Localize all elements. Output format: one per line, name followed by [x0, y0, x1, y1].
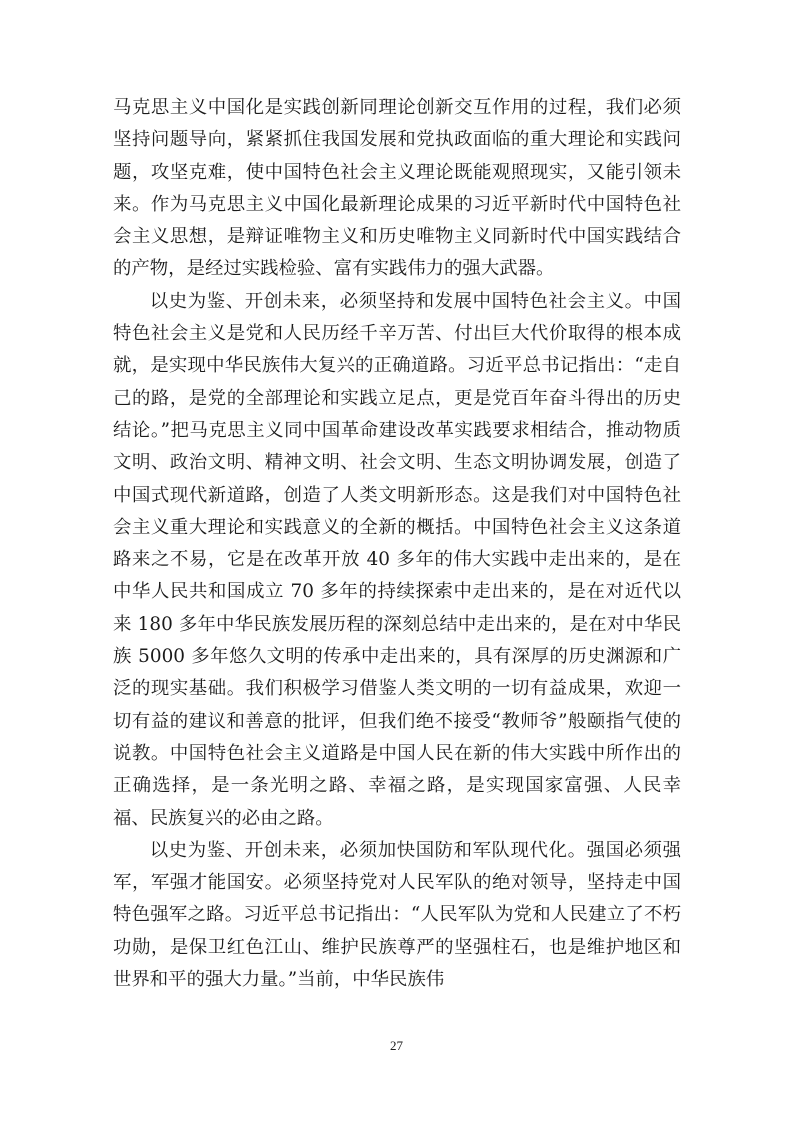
body-text	[113, 92, 681, 996]
paragraph-1: 马克思主义中国化是实践创新同理论创新交互作用的过程，我们必须坚持问题导向，紧紧抓住我国发展和党执政面临的重大理论和实践问题，攻坚克难，使中国特色社会主义理论既能观照现实，又能引领未来。作为马克思主义中国化最新理论成果的习近平新时代中国特色社会主义思想，是辩证唯物主义和历史唯物主义同新时代中国实践结合的产物，是经过实践检验、富有实践伟力的强大武器。	[113, 97, 681, 280]
paragraph-3: 以史为鉴、开创未来，必须加快国防和军队现代化。强国必须强军，军强才能国安。必须坚持党对人民军队的绝对领导，坚持走中国特色强军之路。习近平总书记指出：“人民军队为党和人民建立了不朽功勋，是保卫红色江山、维护民族尊严的坚强柱石，也是维护地区和世界和平的强大力量。”当前，中华民族伟	[113, 839, 681, 991]
page-number: 27	[390, 1038, 403, 1053]
paragraph-2: 以史为鉴、开创未来，必须坚持和发展中国特色社会主义。中国特色社会主义是党和人民历经千辛万苦、付出巨大代价取得的根本成就，是实现中华民族伟大复兴的正确道路。习近平总书记指出：“走自己的路，是党的全部理论和实践立足点，更是党百年奋斗得出的历史结论。”把马克思主义同中国革命建设改革实践要求相结合，推动物质文明、政治文明、精神文明、社会文明、生态文明协调发展，创造了中国式现代新道路，创造了人类文明新形态。这是我们对中国特色社会主义重大理论和实践意义的全新的概括。中国特色社会主义这条道路来之不易，它是在改革开放 40 多年的伟大实践中走出来的，是在中华人民共和国成立 70 多年的持续探索中走出来的，是在对近代以来 180 多年中华民族发展历程的深刻总结中走出来的，是在对中华民族 5000 多年悠久文明的传承中走出来的，具有深厚的历史渊源和广泛的现实基础。我们积极学习借鉴人类文明的一切有益成果，欢迎一切有益的建议和善意的批评，但我们绝不接受“教师爷”般颐指气使的说教。中国特色社会主义道路是中国人民在新的伟大实践中所作出的正确选择，是一条光明之路、幸福之路，是实现国家富强、人民幸福、民族复兴的必由之路。	[113, 290, 681, 829]
